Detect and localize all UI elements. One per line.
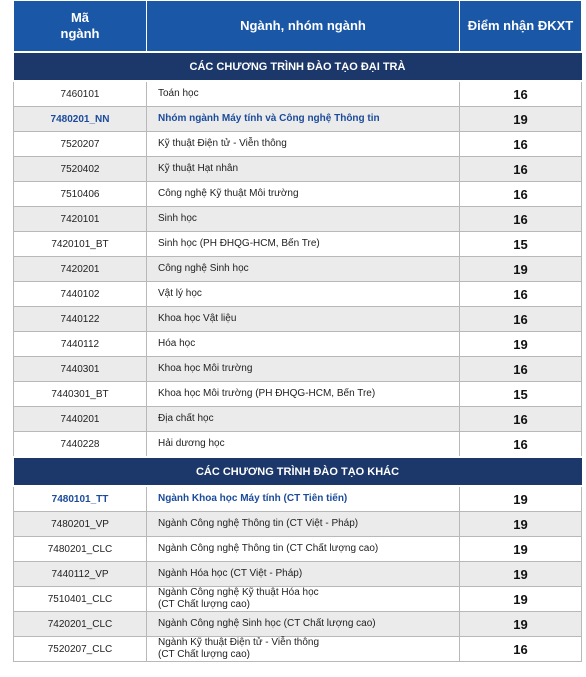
major-name-cell: Kỹ thuật Điện tử - Viễn thông bbox=[147, 132, 460, 157]
major-name-cell: Nhóm ngành Máy tính và Công nghệ Thông tin bbox=[147, 107, 460, 132]
table-row bbox=[14, 257, 582, 282]
score-cell: 19 bbox=[460, 587, 582, 612]
score-cell: 16 bbox=[460, 407, 582, 432]
table-row bbox=[14, 232, 582, 257]
header-name: Ngành, nhóm ngành bbox=[147, 1, 460, 53]
table-row bbox=[14, 157, 582, 182]
major-name-cell: Hóa học bbox=[147, 332, 460, 357]
major-code-cell: 7440122 bbox=[14, 307, 147, 332]
major-name-cell: Địa chất học bbox=[147, 407, 460, 432]
admission-score-table bbox=[13, 0, 582, 662]
score-cell: 16 bbox=[460, 637, 582, 662]
major-code-cell: 7440102 bbox=[14, 282, 147, 307]
table-row bbox=[14, 612, 582, 637]
major-code-cell: 7520207_CLC bbox=[14, 637, 147, 662]
major-name-line: Ngành Kỹ thuật Điện tử - Viễn thông bbox=[158, 637, 320, 648]
major-code-cell: 7420101 bbox=[14, 207, 147, 232]
major-code-cell: 7480201_NN bbox=[14, 107, 147, 132]
score-cell: 16 bbox=[460, 307, 582, 332]
major-name-cell: Kỹ thuật Hạt nhân bbox=[147, 157, 460, 182]
major-code-cell: 7420201 bbox=[14, 257, 147, 282]
major-name-cell: Công nghệ Sinh học bbox=[147, 257, 460, 282]
major-name-line: (CT Chất lượng cao) bbox=[158, 649, 250, 660]
table-row bbox=[14, 537, 582, 562]
major-code-cell: 7440301 bbox=[14, 357, 147, 382]
major-name-cell: Ngành Khoa học Máy tính (CT Tiên tiến) bbox=[147, 486, 460, 512]
major-code-cell: 7440228 bbox=[14, 432, 147, 458]
table-row bbox=[14, 587, 582, 612]
score-cell: 19 bbox=[460, 107, 582, 132]
score-cell: 16 bbox=[460, 182, 582, 207]
major-name-cell bbox=[147, 637, 460, 662]
major-code-cell: 7480201_VP bbox=[14, 512, 147, 537]
table-row bbox=[14, 282, 582, 307]
score-cell: 16 bbox=[460, 81, 582, 107]
major-name-cell: Ngành Công nghệ Thông tin (CT Việt - Pháp) bbox=[147, 512, 460, 537]
score-cell: 15 bbox=[460, 232, 582, 257]
score-cell: 16 bbox=[460, 207, 582, 232]
table-row bbox=[14, 307, 582, 332]
table-row bbox=[14, 486, 582, 512]
table-row bbox=[14, 512, 582, 537]
major-code-cell: 7440201 bbox=[14, 407, 147, 432]
section-row bbox=[14, 457, 582, 486]
score-cell: 19 bbox=[460, 612, 582, 637]
section-row bbox=[14, 52, 582, 81]
major-name-cell: Sinh học (PH ĐHQG-HCM, Bến Tre) bbox=[147, 232, 460, 257]
score-cell: 19 bbox=[460, 512, 582, 537]
header-code-label: Mã ngành bbox=[60, 10, 100, 41]
table-body bbox=[14, 52, 582, 662]
table-row bbox=[14, 432, 582, 458]
major-code-cell: 7510406 bbox=[14, 182, 147, 207]
major-code-cell: 7520207 bbox=[14, 132, 147, 157]
table-header bbox=[14, 1, 582, 53]
table-row bbox=[14, 332, 582, 357]
major-name-cell: Vật lý học bbox=[147, 282, 460, 307]
major-name-line: Ngành Công nghệ Kỹ thuật Hóa học bbox=[158, 587, 319, 598]
table-row bbox=[14, 182, 582, 207]
major-name-cell: Khoa học Vật liệu bbox=[147, 307, 460, 332]
major-name-cell: Công nghệ Kỹ thuật Môi trường bbox=[147, 182, 460, 207]
major-code-cell: 7520402 bbox=[14, 157, 147, 182]
major-name-cell: Khoa học Môi trường (PH ĐHQG-HCM, Bến Tre) bbox=[147, 382, 460, 407]
major-code-cell: 7440112 bbox=[14, 332, 147, 357]
table-row bbox=[14, 637, 582, 662]
table-row bbox=[14, 81, 582, 107]
table-row bbox=[14, 407, 582, 432]
score-cell: 19 bbox=[460, 537, 582, 562]
score-cell: 19 bbox=[460, 257, 582, 282]
major-code-cell: 7420101_BT bbox=[14, 232, 147, 257]
major-code-cell: 7460101 bbox=[14, 81, 147, 107]
table-row bbox=[14, 382, 582, 407]
table-row bbox=[14, 107, 582, 132]
score-cell: 19 bbox=[460, 562, 582, 587]
table-row bbox=[14, 207, 582, 232]
score-cell: 16 bbox=[460, 132, 582, 157]
score-cell: 19 bbox=[460, 332, 582, 357]
score-cell: 15 bbox=[460, 382, 582, 407]
major-code-cell: 7480101_TT bbox=[14, 486, 147, 512]
major-name-cell: Toán học bbox=[147, 81, 460, 107]
score-cell: 16 bbox=[460, 432, 582, 458]
score-cell: 16 bbox=[460, 157, 582, 182]
score-cell: 19 bbox=[460, 486, 582, 512]
major-name-cell: Hải dương học bbox=[147, 432, 460, 458]
section-title: CÁC CHƯƠNG TRÌNH ĐÀO TẠO ĐẠI TRÀ bbox=[14, 52, 582, 81]
major-code-cell: 7420201_CLC bbox=[14, 612, 147, 637]
major-code-cell: 7440301_BT bbox=[14, 382, 147, 407]
header-code bbox=[14, 1, 147, 53]
major-name-cell: Sinh học bbox=[147, 207, 460, 232]
header-score: Điểm nhận ĐKXT bbox=[460, 1, 582, 53]
major-name-line: (CT Chất lượng cao) bbox=[158, 599, 250, 610]
section-title: CÁC CHƯƠNG TRÌNH ĐÀO TẠO KHÁC bbox=[14, 457, 582, 486]
table-row bbox=[14, 562, 582, 587]
major-code-cell: 7510401_CLC bbox=[14, 587, 147, 612]
major-name-cell: Ngành Công nghệ Thông tin (CT Chất lượng cao) bbox=[147, 537, 460, 562]
header-row bbox=[14, 1, 582, 53]
major-name-cell bbox=[147, 587, 460, 612]
major-name-cell: Ngành Hóa học (CT Việt - Pháp) bbox=[147, 562, 460, 587]
major-name-cell: Khoa học Môi trường bbox=[147, 357, 460, 382]
major-code-cell: 7480201_CLC bbox=[14, 537, 147, 562]
major-name-cell: Ngành Công nghệ Sinh học (CT Chất lượng cao) bbox=[147, 612, 460, 637]
major-code-cell: 7440112_VP bbox=[14, 562, 147, 587]
score-cell: 16 bbox=[460, 282, 582, 307]
table-row bbox=[14, 132, 582, 157]
table-row bbox=[14, 357, 582, 382]
score-cell: 16 bbox=[460, 357, 582, 382]
